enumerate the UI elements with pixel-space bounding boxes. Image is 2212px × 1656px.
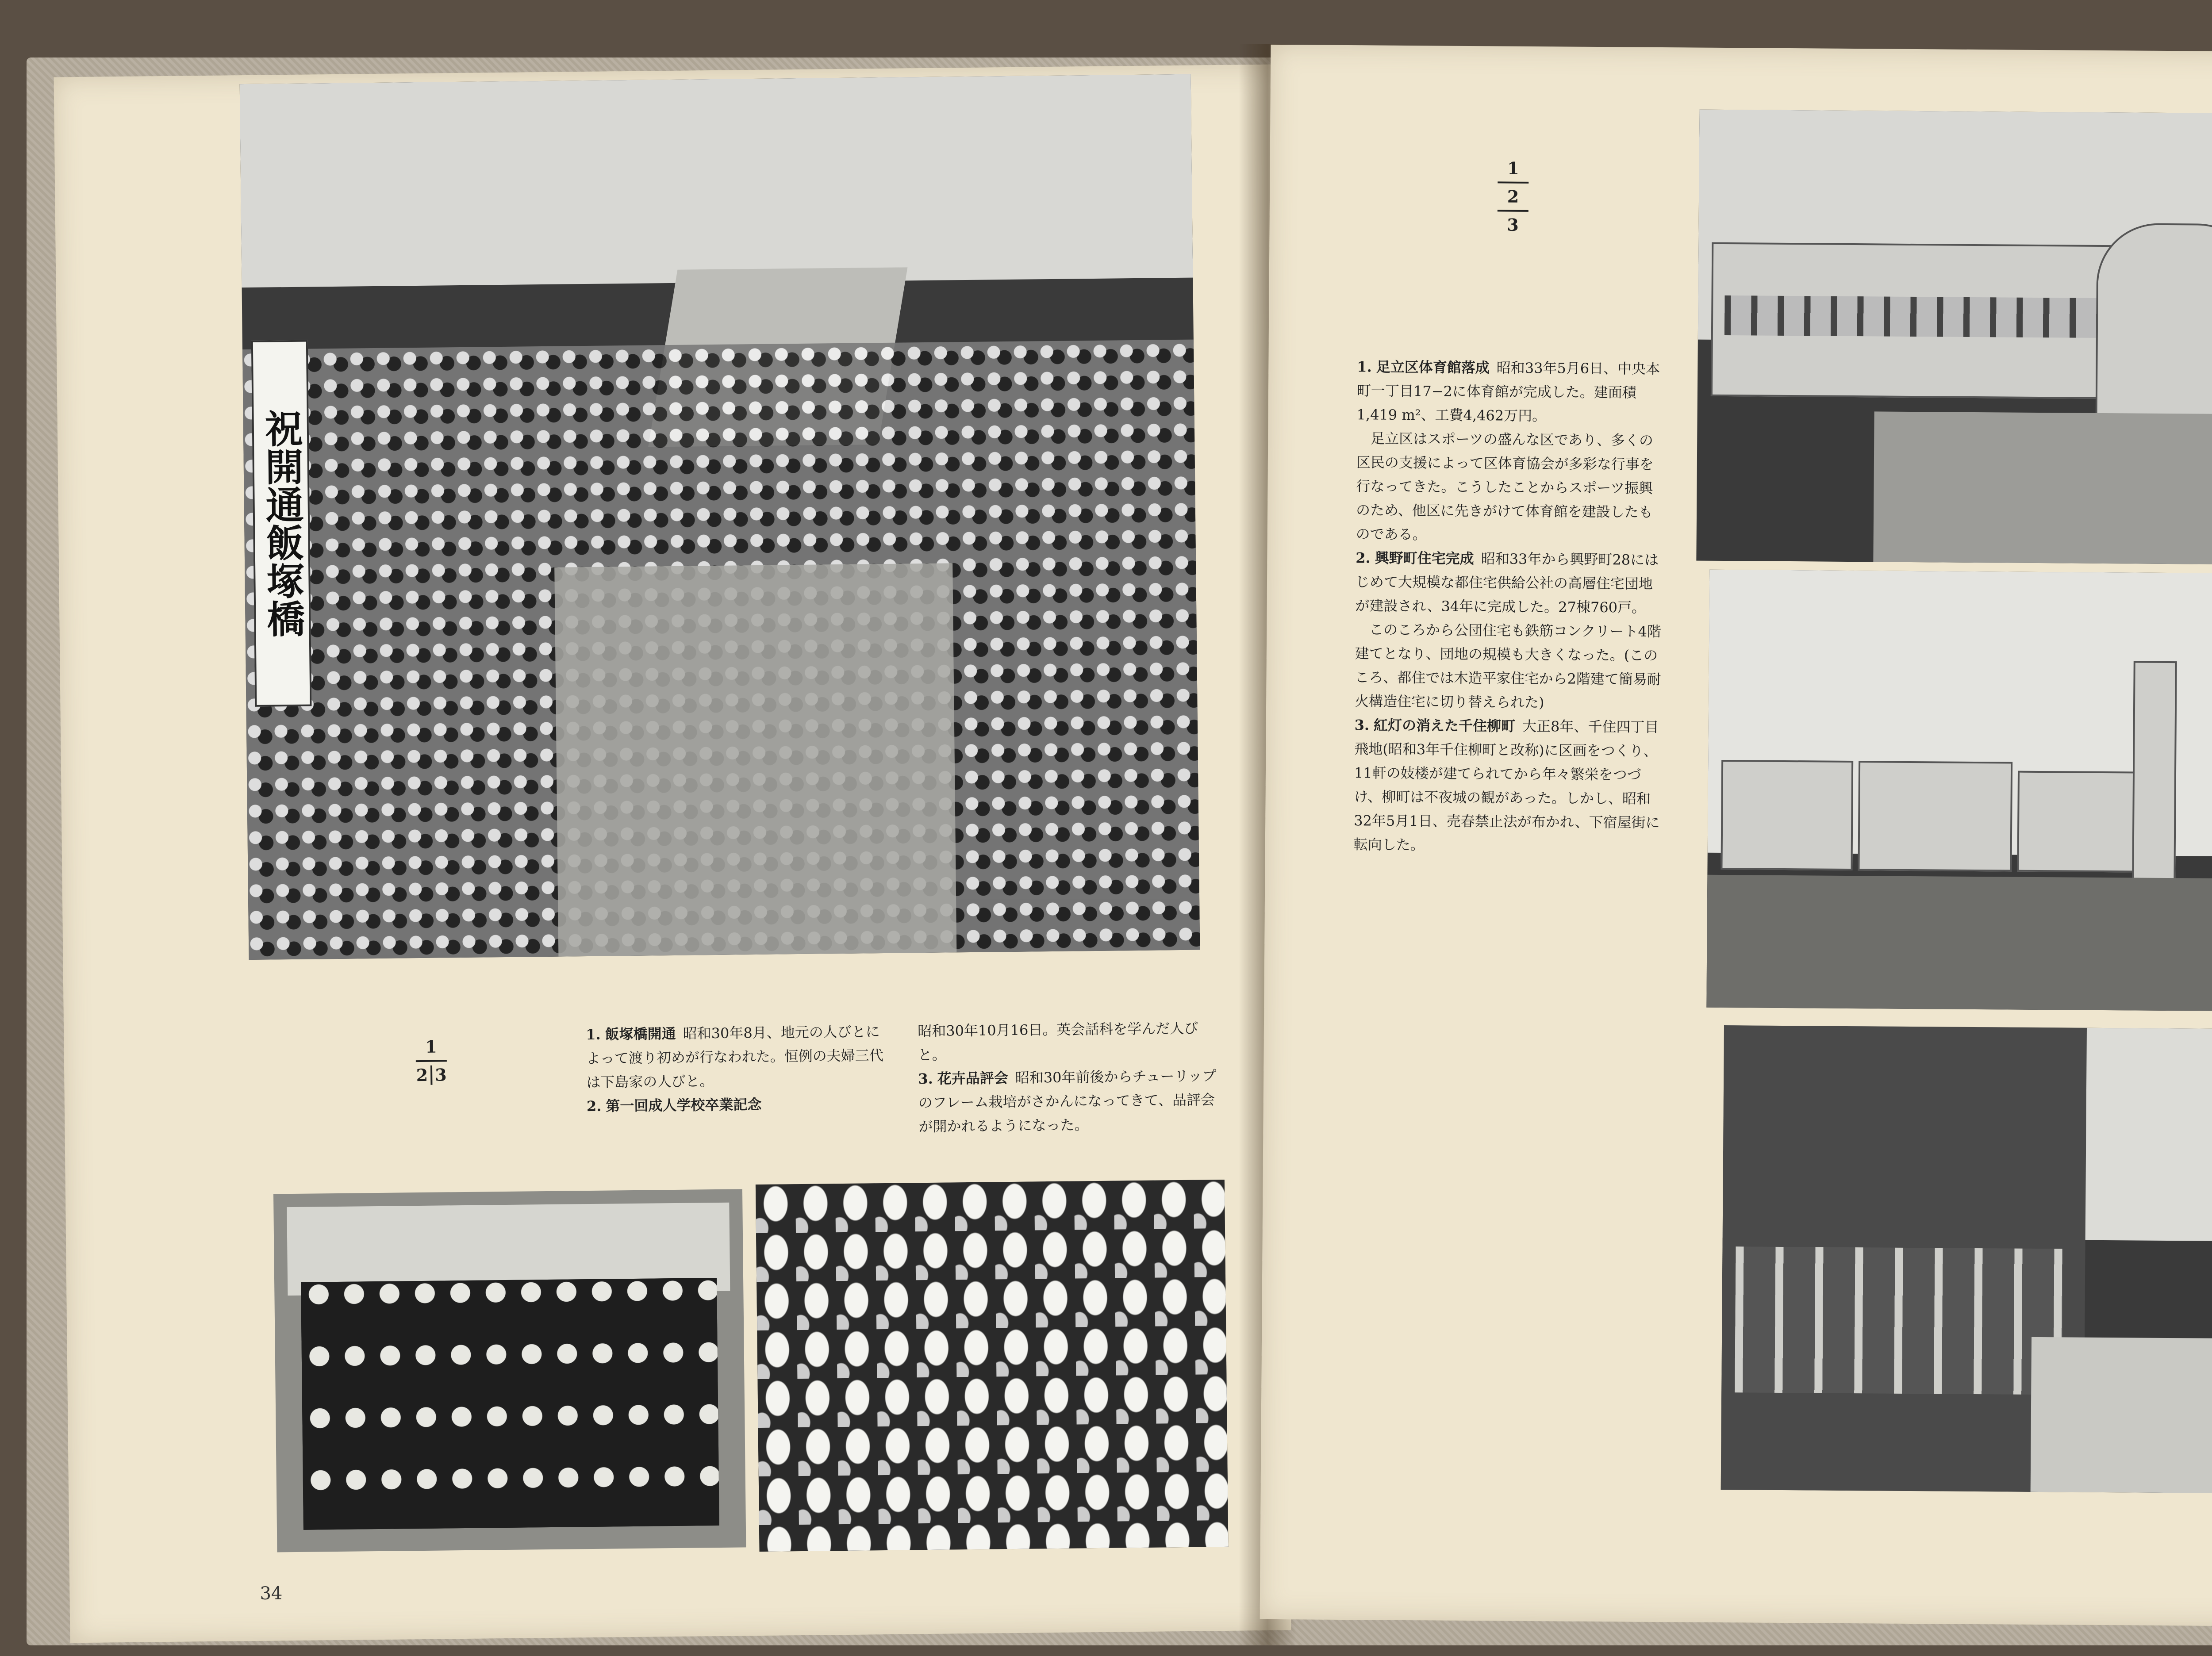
layout-key-2: 2 [1507, 186, 1519, 207]
right-captions [1354, 355, 1667, 859]
photo-bridge-opening [240, 74, 1200, 960]
caption-2 [587, 1091, 888, 1118]
right-caption-2-body: 昭和33年から興野町28にはじめて大規模な都住宅供給公社の高層住宅団地が建設され、34年に完成した。27棟760戸。 [1355, 550, 1659, 616]
caption-2-number: 2. [586, 1097, 602, 1115]
photo-gymnasium [1696, 110, 2212, 565]
right-caption-2 [1355, 546, 1665, 620]
right-caption-1-heading: 足立区体育館落成 [1376, 358, 1490, 376]
caption-3-heading: 花卉品評会 [937, 1070, 1008, 1087]
caption-3-body: 昭和30年前後からチューリップのフレーム栽培がさかんになってきて、品評会が開かれるようになった。 [918, 1067, 1217, 1135]
layout-key-divider [416, 1060, 447, 1062]
layout-key-divider-2 [1498, 210, 1528, 211]
layout-key-bottom-left: 2 [416, 1065, 428, 1085]
celebration-sign: 祝開通飯塚橋 [251, 340, 312, 707]
right-caption-1 [1356, 355, 1667, 429]
right-caption-2-paragraph: このころから公団住宅も鉄筋コンクリート4階建てとなり、団地の規模も大きくなった。(このころ、都住では木造平家住宅から2階建て簡易耐火構造住宅に切り替えられた) [1354, 621, 1662, 711]
photo-flower-show [756, 1180, 1229, 1552]
caption-1-body: 昭和30年8月、地元の人びとによって渡り初めが行なわれた。恒例の夫婦三代は下島家の人びと。 [586, 1023, 884, 1091]
layout-key-divider-1 [1498, 181, 1528, 183]
right-caption-3 [1354, 713, 1664, 859]
right-caption-2-heading: 興野町住宅完成 [1375, 549, 1474, 567]
layout-key-top: 1 [425, 1036, 437, 1057]
right-caption-2-number: 2. [1356, 549, 1371, 567]
right-caption-1-number: 1. [1357, 358, 1372, 376]
right-caption-3-body: 大正8年、千住四丁目飛地(昭和3年千住柳町と改称)に区画をつくり、11軒の妓楼が建てられてから年々繁栄をつづけ、柳町は不夜城の観があった。しかし、昭和32年5月1日、売春禁止法が布かれ、下宿屋街に転向した。 [1353, 717, 1660, 854]
layout-key-1: 1 [1507, 158, 1519, 178]
page-number-left: 34 [260, 1583, 283, 1604]
caption-3 [918, 1064, 1224, 1138]
left-captions-col2 [918, 1016, 1224, 1138]
photo-housing-complex [1706, 570, 2212, 1012]
left-captions-col1 [586, 1020, 887, 1118]
caption-1 [586, 1020, 887, 1094]
layout-key-vertical-divider [430, 1066, 432, 1085]
layout-key-3: 3 [1507, 215, 1519, 235]
right-caption-3-heading: 紅灯の消えた千住柳町 [1373, 717, 1516, 735]
caption-2-heading: 第一回成人学校卒業記念 [606, 1096, 762, 1115]
layout-key-bottom-right: 3 [434, 1065, 447, 1085]
caption-2-continued: 昭和30年10月16日。英会話科を学んだ人びと。 [918, 1020, 1198, 1064]
right-caption-1-body: 昭和33年5月6日、中央本町一丁目17−2に体育館が完成した。建面積1,419 m²、工費4,462万円。 [1356, 359, 1660, 425]
right-caption-3-number: 3. [1354, 717, 1370, 734]
caption-1-heading: 飯塚橋開通 [605, 1025, 676, 1043]
photo-adult-school-graduation [273, 1189, 746, 1552]
right-page [1260, 45, 2212, 1627]
right-caption-1-paragraph: 足立区はスポーツの盛んな区であり、多くの区民の支援によって区体育協会が多彩な行事を行なってきた。こうしたことからスポーツ振興のため、他区に先きがけて体育館を建設したものである。 [1356, 430, 1654, 543]
photo-layout-key-left [404, 1035, 458, 1087]
caption-1-number: 1. [586, 1026, 601, 1043]
photo-senju-yanagicho-street [1721, 1025, 2212, 1494]
caption-3-number: 3. [918, 1070, 933, 1088]
photo-layout-key-right [1490, 157, 1535, 237]
left-page [54, 65, 1291, 1643]
